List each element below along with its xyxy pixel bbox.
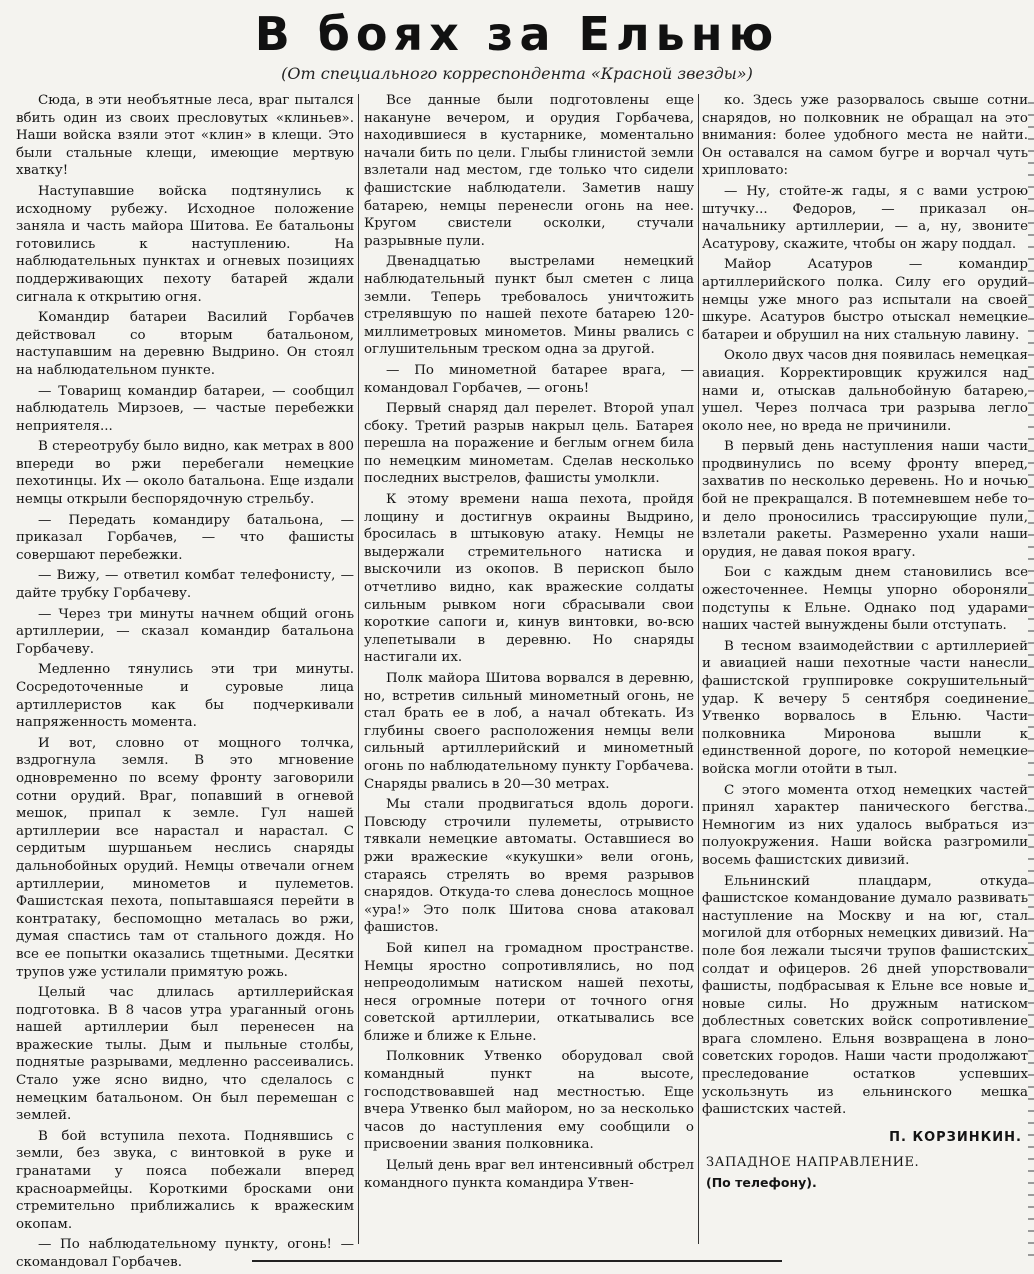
paragraph: ко. Здесь уже разорвалось свыше сотни снарядов, но полковник не обращал на это внимания: более удобного места не найти. Он оставался на самом бугре и ворчал чуть хрипловато: [702, 93, 1028, 179]
paragraph: Все данные были подготовлены еще накануне вечером, и орудия Горбачева, находившиеся в кустарнике, моментально начали бить по цели. Глыбы глинистой земли взлетали над местом, где только что сидели фашистские наблюдатели. Заметив нашу батарею, немцы перенесли огонь на нее. Кругом свистели осколки, стучали разрывные пули. [364, 93, 694, 249]
adjacent-page-edge [1028, 92, 1034, 1262]
paragraph: В бой вступила пехота. Поднявшись с земли, без звука, с винтовкой в руке и гранатами у пояса побежали вперед красноармейцы. Короткими бросками они стремительно приближались к вражеским окопам. [16, 1128, 354, 1232]
author-signature: П. КОРЗИНКИН. [889, 1129, 1022, 1145]
paragraph: Около двух часов дня появилась немецкая авиация. Корректировщик кружился над нами и, отыскав дальнобойную батарею, ушел. Через полчаса три разрыва легло около нее, но вреда не причинили. [702, 348, 1028, 434]
paragraph: Бои с каждым днем становились все ожесточеннее. Немцы упорно обороняли подступы к Ельне. Однако под ударами наших частей вынуждены были отступать. [702, 565, 1028, 634]
paragraph: — Товарищ командир батареи, — сообщил наблюдатель Мирзоев, — частые перебежки неприятеля... [16, 383, 354, 434]
column-3-body [702, 92, 1028, 1119]
paragraph: — Вижу, — ответил комбат телефонисту, — дайте трубку Горбачеву. [16, 568, 354, 602]
paragraph: Майор Асатуров — командир артиллерийского полка. Силу его орудий немцы уже много раз испытали на своей шкуре. Асатуров быстро отыскал немецкие батареи и обрушил на них стальную лавину. [702, 257, 1028, 343]
paragraph: Первый снаряд дал перелет. Второй упал сбоку. Третий разрыв накрыл цель. Батарея перешла на поражение и беглым огнем била по немецким минометам. Сделав несколько последних выстрелов, фашисты умолкли. [364, 401, 694, 487]
article-subheadline: (От специального корреспондента «Красной звезды») [281, 64, 753, 83]
dateline: ЗАПАДНОЕ НАПРАВЛЕНИЕ. [706, 1155, 920, 1171]
paragraph: Медленно тянулись эти три минуты. Сосредоточенные и суровые лица артиллеристов как бы подчеркивали напряженность момента. [16, 662, 354, 731]
paragraph: В тесном взаимодействии с артиллерией и авиацией наши пехотные части нанесли фашистской группировке сокрушительный удар. К вечеру 5 сентября соединение Утвенко ворвалось в Ельню. Части полковника Миронова вышли к единственной дороге, по которой немецкие войска могли отойти в тыл. [702, 638, 1028, 777]
paragraph: Ельнинский плацдарм, откуда фашистское командование думало развивать наступление на Москву и на юг, стал могилой для отборных немецких дивизий. На поле боя лежали тысячи трупов фашистских солдат и офицеров. 26 дней упорствовали фашисты, подбрасывая к Ельне все новые и новые силы. Но дружным натиском доблестных советских войск сопротивление врага сломлено. Ельня возвращена в лоно советских городов. Наши части продолжают преследование остатков успевших ускользнуть из ельнинского мешка фашистских частей. [702, 873, 1028, 1118]
paragraph: — Через три минуты начнем общий огонь артиллерии, — сказал командир батальона Горбачеву. [16, 606, 354, 657]
paragraph: Двенадцатью выстрелами немецкий наблюдательный пункт был сметен с лица земли. Теперь требовалось уничтожить стрелявшую по нашей пехоте батарею 120-миллиметровых минометов. Мины рвались с оглушительным треском одна за другой. [364, 254, 694, 358]
paragraph: — Ну, стойте-ж гады, я с вами устрою штучку... Федоров, — приказал он начальнику артиллерии, — а, ну, звоните Асатурову, скажите, чтобы он жару поддал. [702, 183, 1028, 252]
article-column-1 [16, 92, 354, 1270]
article-column-3 [702, 92, 1028, 1252]
paragraph: Сюда, в эти необъятные леса, враг пытался вбить один из своих пресловутых «клиньев». Наши войска взяли этот «клин» в клещи. Это были стальные клещи, имеющие мертвую хватку! [16, 93, 354, 179]
paragraph: Командир батареи Василий Горбачев действовал со вторым батальоном, наступавшим на деревню Выдрино. Он стоял на наблюдательном пункте. [16, 310, 354, 378]
column-divider [358, 94, 359, 1244]
bottom-rule [252, 1260, 782, 1262]
paragraph: Целый день враг вел интенсивный обстрел командного пункта командира Утвен- [364, 1158, 694, 1191]
paragraph: В первый день наступления наши части продвинулись по всему фронту вперед, захватив по несколько деревень. Но и ночью бой не прекращался. В потемневшем небе то и дело проносились трассирующие пули, взлетали ракеты. Размеренно ухали наши орудия, не давая покоя врагу. [702, 439, 1028, 560]
paragraph: Полковник Утвенко оборудовал свой командный пункт на высоте, господствовавшей над местностью. Еще вчера Утвенко был майором, но за несколько часов до наступления ему сообщили о присвоении звания полковника. [364, 1049, 694, 1153]
column-divider [698, 94, 699, 1244]
paragraph: — По наблюдательному пункту, огонь! — скомандовал Горбачев. [16, 1237, 354, 1270]
paragraph: — По минометной батарее врага, — командовал Горбачев, — огонь! [364, 362, 694, 396]
source-note: (По телефону). [706, 1175, 817, 1191]
paragraph: Наступавшие войска подтянулись к исходному рубежу. Исходное положение заняла и часть майора Шитова. Ее батальоны готовились к наступлению. На наблюдательных пунктах и огневых позициях поддерживающих пехоту батарей ждали сигнала к открытию огня. [16, 183, 354, 305]
paragraph: К этому времени наша пехота, пройдя лощину и достигнув окраины Выдрино, бросилась в штыковую атаку. Немцы не выдержали стремительного натиска и выскочили из окопов. В перископ было отчетливо видно, как вражеские солдаты сильным рывком ноги сбрасывали свои короткие сапоги и, кинув винтовки, во-всю улепетывали в деревню. Но снаряды настигали их. [364, 492, 694, 666]
paragraph: Целый час длилась артиллерийская подготовка. В 8 часов утра ураганный огонь нашей артиллерии был перенесен на вражеские тылы. Дым и пыльные столбы, поднятые разрывами, медленно рассеивались. Стало уже ясно видно, что сделалось с немецким батальоном. Он был перемешан с землей. [16, 985, 354, 1124]
paragraph: — Передать командиру батальона, — приказал Горбачев, — что фашисты совершают перебежки. [16, 512, 354, 563]
paragraph: Мы стали продвигаться вдоль дороги. Повсюду строчили пулеметы, отрывисто тявкали немецкие автоматы. Оставшиеся во ржи вражеские «кукушки» вели огонь, стараясь стрелять во время разрывов снарядов. Откуда-то слева донеслось мощное «ура!» Это полк Шитова снова атаковал фашистов. [364, 797, 694, 936]
article-column-2 [364, 92, 694, 1252]
paragraph: С этого момента отход немецких частей принял характер панического бегства. Немногим из них удалось выбраться из полуокружения. Наши войска разгромили восемь фашистских дивизий. [702, 782, 1028, 868]
article-headline: В боях за Ельню [254, 7, 780, 61]
paragraph: И вот, словно от мощного толчка, вздрогнула земля. В это мгновение одновременно по всему фронту заговорили сотни орудий. Враг, попавший в огневой мешок, припал к земле. Гул нашей артиллерии все нарастал и нарастал. С сердитым шуршаньем неслись снаряды дальнобойных орудий. Немцы отвечали огнем артиллерии, минометов и пулеметов. Фашистская пехота, попытавшаяся перейти в контратаку, беспомощно металась во ржи, думая спастись там от стального дождя. Но все ее попытки оказались тщетными. Десятки трупов уже устилали примятую рожь. [16, 735, 354, 980]
paragraph: Бой кипел на громадном пространстве. Немцы яростно сопротивлялись, но под непреодолимым натиском нашей пехоты, неся огромные потери от точного огня советской артиллерии, откатывались все ближе и ближе к Ельне. [364, 940, 694, 1044]
paragraph: Полк майора Шитова ворвался в деревню, но, встретив сильный минометный огонь, не стал брать ее в лоб, а начал обтекать. Из глубины своего расположения немцы вели сильный артиллерийский и минометный огонь по наблюдательному пункту Горбачева. Снаряды рвались в 20—30 метрах. [364, 671, 694, 792]
paragraph: В стереотрубу было видно, как метрах в 800 впереди во ржи перебегали немецкие пехотинцы. Их — около батальона. Еще издали немцы открыли беспорядочную стрельбу. [16, 439, 354, 508]
